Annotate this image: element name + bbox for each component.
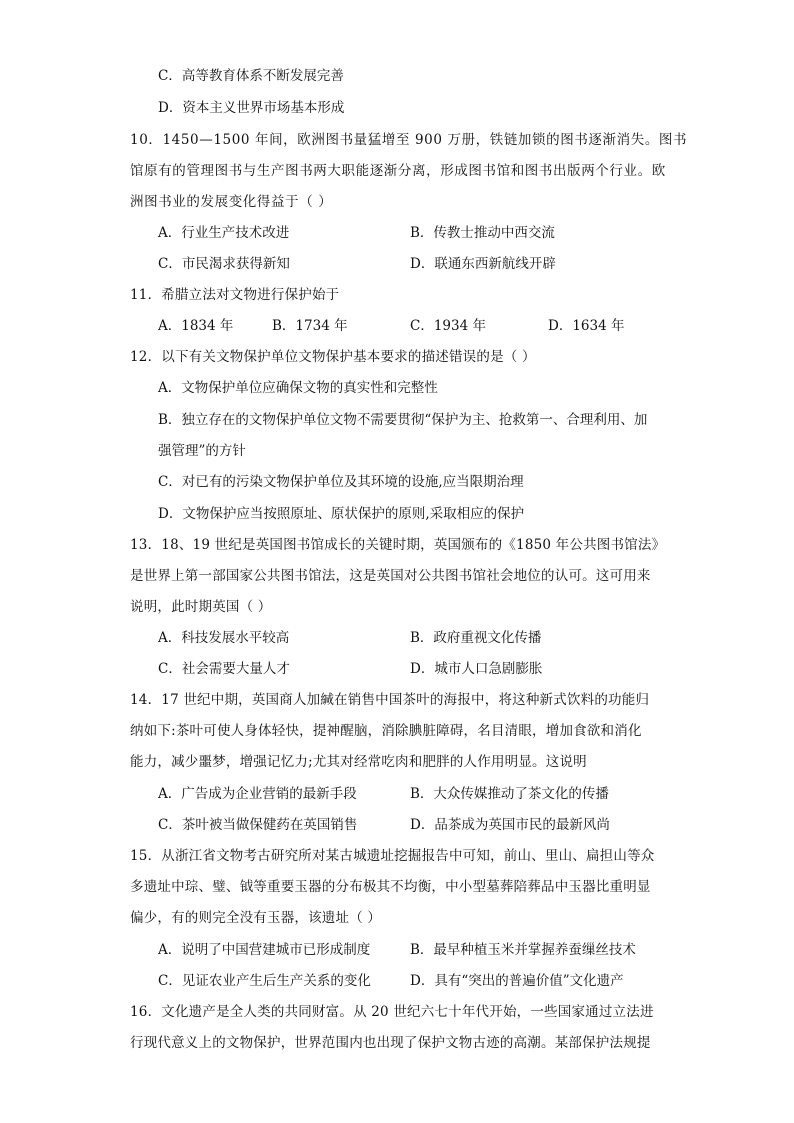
q15-stem-line-1: 15．从浙江省文物考古研究所对某古城遗址挖掘报告中可知，前山、里山、扁担山等众 [130, 848, 655, 864]
q10-stem-line-2: 馆原有的管理图书与生产图书两大职能逐渐分离，形成图书馆和图书出版两个行业。欧 [130, 163, 666, 179]
q12-option-d: D．文物保护应当按照原址、原状保护的原则,采取相应的保护 [158, 506, 525, 522]
q13-stem-line-1: 13．18、19 世纪是英国图书馆成长的关键时期，英国颁布的《1850 年公共图书馆法》 [130, 537, 666, 553]
q11-option-c: C．1934 年 [410, 318, 486, 334]
q11-option-d: D．1634 年 [548, 318, 625, 334]
q12-option-a: A．文物保护单位应确保文物的真实性和完整性 [158, 380, 438, 396]
q12-option-b: B．独立存在的文物保护单位文物不需要贯彻“保护为主、抢救第一、合理利用、加 [158, 412, 648, 428]
q13-option-b: B．政府重视文化传播 [410, 630, 542, 646]
q9-option-c: C．高等教育体系不断发展完善 [158, 68, 344, 84]
q15-stem-line-2: 多遗址中琮、璧、钺等重要玉器的分布极其不均衡，中小型墓葬陪葬品中玉器比重明显 [130, 879, 651, 895]
q12-option-b-cont: 强管理”的方针 [158, 443, 246, 459]
q10-stem-line-1: 10．1450—1500 年间，欧洲图书量猛增至 900 万册，铁链加锁的图书逐渐消失。图书 [130, 132, 688, 148]
q14-stem-line-1: 14．17 世纪中期，英国商人加緘在销售中国茶叶的海报中，将这种新式饮料的功能归 [130, 692, 650, 708]
q12-option-c: C．对已有的污染文物保护单位及其环境的设施,应当限期治理 [158, 474, 524, 490]
q11-option-b: B．1734 年 [272, 318, 348, 334]
q14-stem-line-2: 纳如下:茶叶可使人身体轻快，提神醒脑，消除腆脏障碍，名目清眼，增加食欲和消化 [130, 723, 642, 739]
q16-stem-line-1: 16．文化遗产是全人类的共同财富。从 20 世纪六七十年代开始，一些国家通过立法进 [130, 1004, 654, 1020]
q12-stem: 12．以下有关文物保护单位文物保护基本要求的描述错误的是（ ） [130, 349, 536, 365]
q16-stem-line-2: 行现代意义上的文物保护，世界范围内也出现了保护文物古迹的高潮。某部保护法规提 [130, 1035, 651, 1051]
q15-option-c: C．见证农业产生后生产关系的变化 [158, 973, 371, 989]
q15-option-b: B．最早种植玉米并掌握养蚕缫丝技术 [410, 942, 636, 958]
q13-stem-line-2: 是世界上第一部国家公共图书馆法，这是英国对公共图书馆社会地位的认可。这可用来 [130, 568, 651, 584]
q14-option-b: B．大众传媒推动了茶文化的传播 [410, 786, 609, 802]
q13-option-d: D．城市人口急剧膨胀 [410, 661, 543, 677]
q9-option-d: D．资本主义世界市场基本形成 [158, 100, 345, 116]
q14-stem-line-3: 能力，减少噩梦，增强记忆力;尤其对经常吃肉和肥胖的人作用明显。这说明 [130, 754, 587, 770]
q14-option-c: C．茶叶被当做保健药在英国销售 [158, 817, 358, 833]
q13-option-c: C．社会需要大量人才 [158, 661, 290, 677]
q11-stem: 11．希腊立法对文物进行保护始于 [130, 287, 340, 303]
q14-option-a: A．广告成为企业营销的最新手段 [158, 786, 357, 802]
q10-option-c: C．市民渴求获得新知 [158, 256, 290, 272]
q13-option-a: A．科技发展水平较高 [158, 630, 290, 646]
q10-option-b: B．传教士推动中西交流 [410, 225, 555, 241]
q14-option-d: D．品茶成为英国市民的最新风尚 [410, 817, 610, 833]
q15-option-d: D．具有“突出的普遍价值”文化遗产 [410, 973, 624, 989]
q15-stem-line-3: 偏少，有的则完全没有玉器，该遗址（ ） [130, 910, 382, 926]
q10-stem-line-3: 洲图书业的发展变化得益于（ ） [130, 194, 333, 210]
q10-option-a: A．行业生产技术改进 [158, 225, 290, 241]
q11-option-a: A．1834 年 [158, 318, 234, 334]
q13-stem-line-3: 说明，此时期英国（ ） [130, 599, 272, 615]
q10-option-d: D．联通东西新航线开辟 [410, 256, 556, 272]
q15-option-a: A．说明了中国营建城市已形成制度 [158, 942, 371, 958]
